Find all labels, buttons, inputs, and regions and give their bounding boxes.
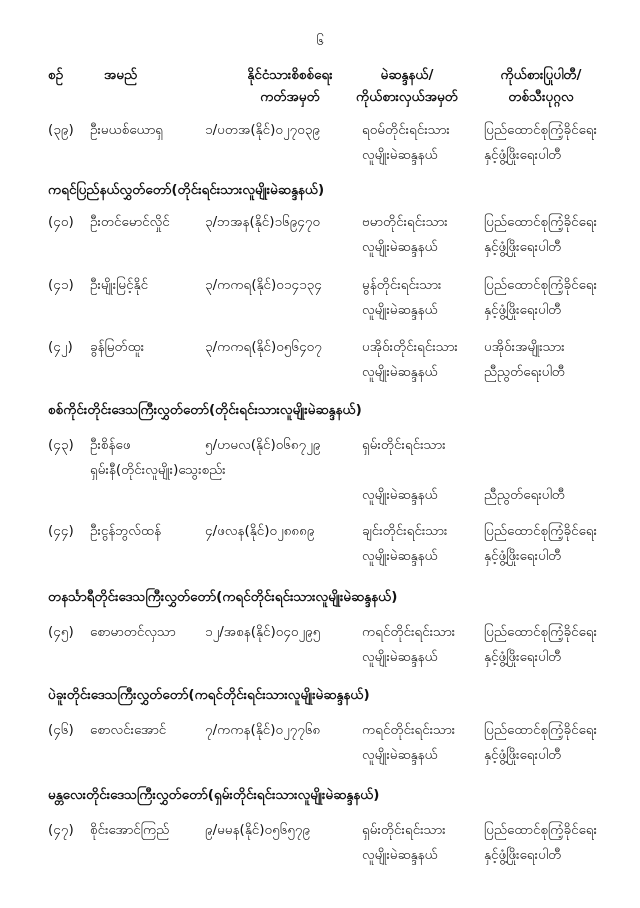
constituency-line2: လူမျိုးမဲဆန္ဒနယ် (362, 548, 438, 564)
header-name: အမည် (104, 67, 138, 83)
nrc-number: ၁/ပတအ(နိုင်)၀၂၇၀၃၉ (205, 122, 320, 138)
nrc-number: ၃/ဘအန(နိုင်)၁၆၉၄၇၀ (205, 214, 321, 230)
constituency-line2: လူမျိုးမဲဆန္ဒနယ် (362, 747, 438, 763)
serial-number: (၄၀) (48, 214, 74, 230)
constituency: ရှမ်းတိုင်းရင်းသား (362, 822, 446, 838)
constituency-line2: လူမျိုးမဲဆန္ဒနယ် (362, 847, 438, 863)
nrc-number: ၁၂/အစန(နိုင်)၀၄၀၂၉၅ (205, 624, 321, 640)
constituency: ရှမ်းတိုင်းရင်းသား (362, 437, 446, 453)
party: ရှမ်းနီ(တိုင်းလူမျိုး)သွေးစည်း (90, 462, 226, 478)
nrc-number: ၅/ဟမလ(နိုင်)၀၆၈၇၂၉ (205, 437, 321, 453)
party-line2: နှင့်ဖွံ့ဖြိုးရေးပါတီ (484, 649, 562, 665)
constituency-line2: လူမျိုးမဲဆန္ဒနယ် (362, 364, 438, 380)
header-nrc-line2: ကတ်အမှတ် (260, 89, 320, 105)
serial-number: (၄၅) (48, 624, 74, 640)
constituency: ပအိုဝ်းတိုင်းရင်းသား (362, 339, 458, 355)
party-line2: နှင့်ဖွံ့ဖြိုးရေးပါတီ (484, 747, 562, 763)
candidate-name: စိုင်းအောင်ကြည် (90, 822, 170, 838)
nrc-number: ၃/ကကရ(နိုင်)၀၁၄၁၃၄ (205, 277, 322, 293)
party-line2: နှင့်ဖွံ့ဖြိုးရေးပါတီ (484, 147, 562, 163)
header-serial: စဉ် (48, 67, 64, 83)
constituency: ဗမာတိုင်းရင်းသား (362, 214, 448, 230)
serial-number: (၄၁) (48, 277, 74, 293)
party: ပြည်ထောင်စုကြံ့ခိုင်ရေး (484, 122, 598, 138)
serial-number: (၄၆) (48, 722, 74, 738)
page-number: ၆ (316, 33, 324, 49)
candidate-name: ဦးစိန်ဖေ (90, 437, 131, 453)
candidate-name: ဦးတင်မောင်လှိုင် (90, 214, 170, 230)
serial-number: (၄၄) (48, 523, 74, 539)
candidate-name: ခွန်မြတ်ထူး (90, 339, 145, 355)
party-line2: နှင့်ဖွံ့ဖြိုးရေးပါတီ (484, 239, 562, 255)
party-line2: နှင့်ဖွံ့ဖြိုးရေးပါတီ (484, 548, 562, 564)
party-line2: ညီညွတ်ရေးပါတီ (484, 487, 565, 503)
header-nrc: နိုင်ငံသားစိစစ်ရေး (247, 67, 333, 83)
header-constituency-line2: ကိုယ်စားလှယ်အမှတ် (356, 89, 458, 105)
table-row (0, 821, 640, 901)
constituency: ရဝမ်တိုင်းရင်းသား (362, 122, 450, 138)
table-row (0, 436, 640, 516)
party: ပြည်ထောင်စုကြံ့ခိုင်ရေး (484, 214, 598, 230)
nrc-number: ၉/မမန(နိုင်)၀၅၆၅၇၉ (205, 822, 311, 838)
party: ပြည်ထောင်စုကြံ့ခိုင်ရေး (484, 523, 598, 539)
constituency-line2: လူမျိုးမဲဆန္ဒနယ် (362, 649, 438, 665)
section-heading: စစ်ကိုင်းတိုင်းဒေသကြီးလွှတ်တော်(တိုင်းရင်းသားလူမျိုးမဲဆန္ဒနယ်) (48, 402, 362, 418)
section-heading: မန္တလေးတိုင်းဒေသကြီးလွှတ်တော်(ရှမ်းတိုင်းရင်းသားလူမျိုးမဲဆန္ဒနယ်) (48, 787, 380, 803)
constituency-line2: လူမျိုးမဲဆန္ဒနယ် (362, 487, 438, 503)
candidate-name: စောမာတင်လှသာ (90, 624, 176, 640)
serial-number: (၄၇) (48, 822, 74, 838)
party-line2: နှင့်ဖွံ့ဖြိုးရေးပါတီ (484, 847, 562, 863)
serial-number: (၄၃) (48, 437, 74, 453)
party-line2: နှင့်ဖွံ့ဖြိုးရေးပါတီ (484, 302, 562, 318)
nrc-number: ၃/ကကရ(နိုင်)၀၅၆၄၀၇ (205, 339, 322, 355)
constituency-line2: လူမျိုးမဲဆန္ဒနယ် (362, 147, 438, 163)
section-heading: ပဲခူးတိုင်းဒေသကြီးလွှတ်တော်(ကရင်တိုင်းရင်းသားလူမျိုးမဲဆန္ဒနယ်) (48, 687, 370, 703)
constituency-line2: လူမျိုးမဲဆန္ဒနယ် (362, 239, 438, 255)
serial-number: (၃၉) (48, 122, 74, 138)
constituency-line2: လူမျိုးမဲဆန္ဒနယ် (362, 302, 438, 318)
section-heading: တနင်္သာရီတိုင်းဒေသကြီးလွှတ်တော်(ကရင်တိုင်းရင်းသားလူမျိုးမဲဆန္ဒနယ်) (48, 589, 398, 605)
nrc-number: ၄/ဖလန(နိုင်)၀၂၈၈၈၉ (205, 523, 315, 539)
constituency: ချင်းတိုင်းရင်းသား (362, 523, 448, 539)
candidate-name: ဦးငွန်ဘွလ်ထန် (90, 523, 162, 539)
nrc-number: ၇/ကကန(နိုင်)၀၂၇၇၆၈ (205, 722, 321, 738)
header-party-line2: တစ်သီးပုဂ္ဂလ (508, 89, 574, 105)
section-heading: ကရင်ပြည်နယ်လွှတ်တော်(တိုင်းရင်းသားလူမျိုးမဲဆန္ဒနယ်) (48, 182, 325, 198)
candidate-name: စောလင်းအောင် (90, 722, 167, 738)
party-line2: ညီညွတ်ရေးပါတီ (484, 364, 565, 380)
header-constituency: မဲဆန္ဒနယ်/ (380, 67, 434, 83)
party: ပအိုဝ်းအမျိုးသား (484, 339, 565, 355)
party: ပြည်ထောင်စုကြံ့ခိုင်ရေး (484, 624, 598, 640)
header-party: ကိုယ်စားပြုပါတီ/ (500, 67, 582, 83)
constituency: မွန်တိုင်းရင်းသား (362, 277, 442, 293)
serial-number: (၄၂) (48, 339, 73, 355)
constituency: ကရင်တိုင်းရင်းသား (362, 722, 456, 738)
party: ပြည်ထောင်စုကြံ့ခိုင်ရေး (484, 822, 598, 838)
party: ပြည်ထောင်စုကြံ့ခိုင်ရေး (484, 722, 598, 738)
candidate-name: ဦးမျိုးမြင့်နိုင် (90, 277, 149, 293)
candidate-name: ဦးမယစ်ယောရှ (90, 122, 164, 138)
constituency: ကရင်တိုင်းရင်းသား (362, 624, 456, 640)
party: ပြည်ထောင်စုကြံ့ခိုင်ရေး (484, 277, 598, 293)
